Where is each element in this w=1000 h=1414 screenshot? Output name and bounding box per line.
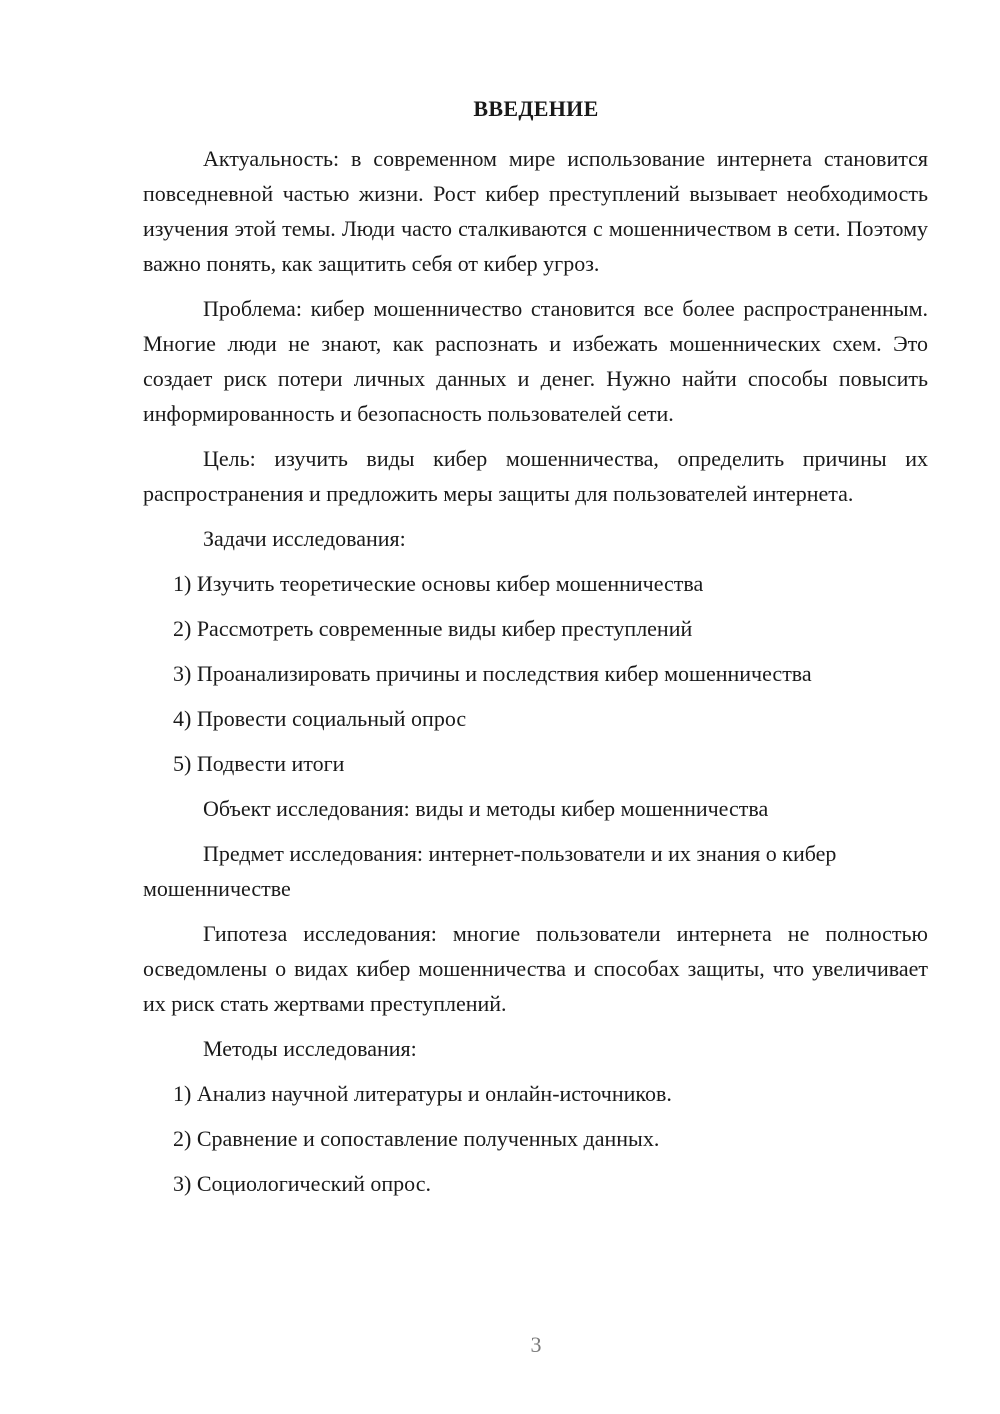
method-item: 2) Сравнение и сопоставление полученных данных. (173, 1126, 660, 1151)
methods-heading: Методы исследования: (203, 1036, 417, 1061)
paragraph-subject: Предмет исследования: интернет-пользователи и их знания о кибер мошенничестве (143, 841, 837, 901)
paragraph-problem: Проблема: кибер мошенничество становится все более распространенным. Многие люди не знают, как распознать и избежать мошеннических схем. Это создает риск потери личных данных и денег. Нужно найти способы повысить информированность и безопасность пользователей сети. (143, 296, 928, 426)
paragraph-goal: Цель: изучить виды кибер мошенничества, определить причины их распространения и предложить меры защиты для пользователей интернета. (143, 446, 928, 506)
task-item: 3) Проанализировать причины и последствия кибер мошенничества (173, 661, 812, 686)
page-number: 3 (530, 1332, 542, 1357)
method-item: 1) Анализ научной литературы и онлайн-источников. (173, 1081, 672, 1106)
task-item: 5) Подвести итоги (173, 751, 345, 776)
paragraph-object: Объект исследования: виды и методы кибер мошенничества (203, 796, 769, 821)
task-item: 2) Рассмотреть современные виды кибер преступлений (173, 616, 693, 641)
document-body (143, 141, 928, 1211)
tasks-heading: Задачи исследования: (203, 526, 406, 551)
section-title: ВВЕДЕНИЕ (473, 96, 599, 121)
task-item: 4) Провести социальный опрос (173, 706, 467, 731)
paragraph-relevance: Актуальность: в современном мире использование интернета становится повседневной частью жизни. Рост кибер преступлений вызывает необходимость изучения этой темы. Люди часто сталкиваются с мошенничеством в сети. Поэтому важно понять, как защитить себя от кибер угроз. (143, 146, 928, 276)
task-item: 1) Изучить теоретические основы кибер мошенничества (173, 571, 704, 596)
method-item: 3) Социологический опрос. (173, 1171, 431, 1196)
paragraph-hypothesis: Гипотеза исследования: многие пользователи интернета не полностью осведомлены о видах кибер мошенничества и способах защиты, что увеличивает их риск стать жертвами преступлений. (143, 921, 928, 1016)
